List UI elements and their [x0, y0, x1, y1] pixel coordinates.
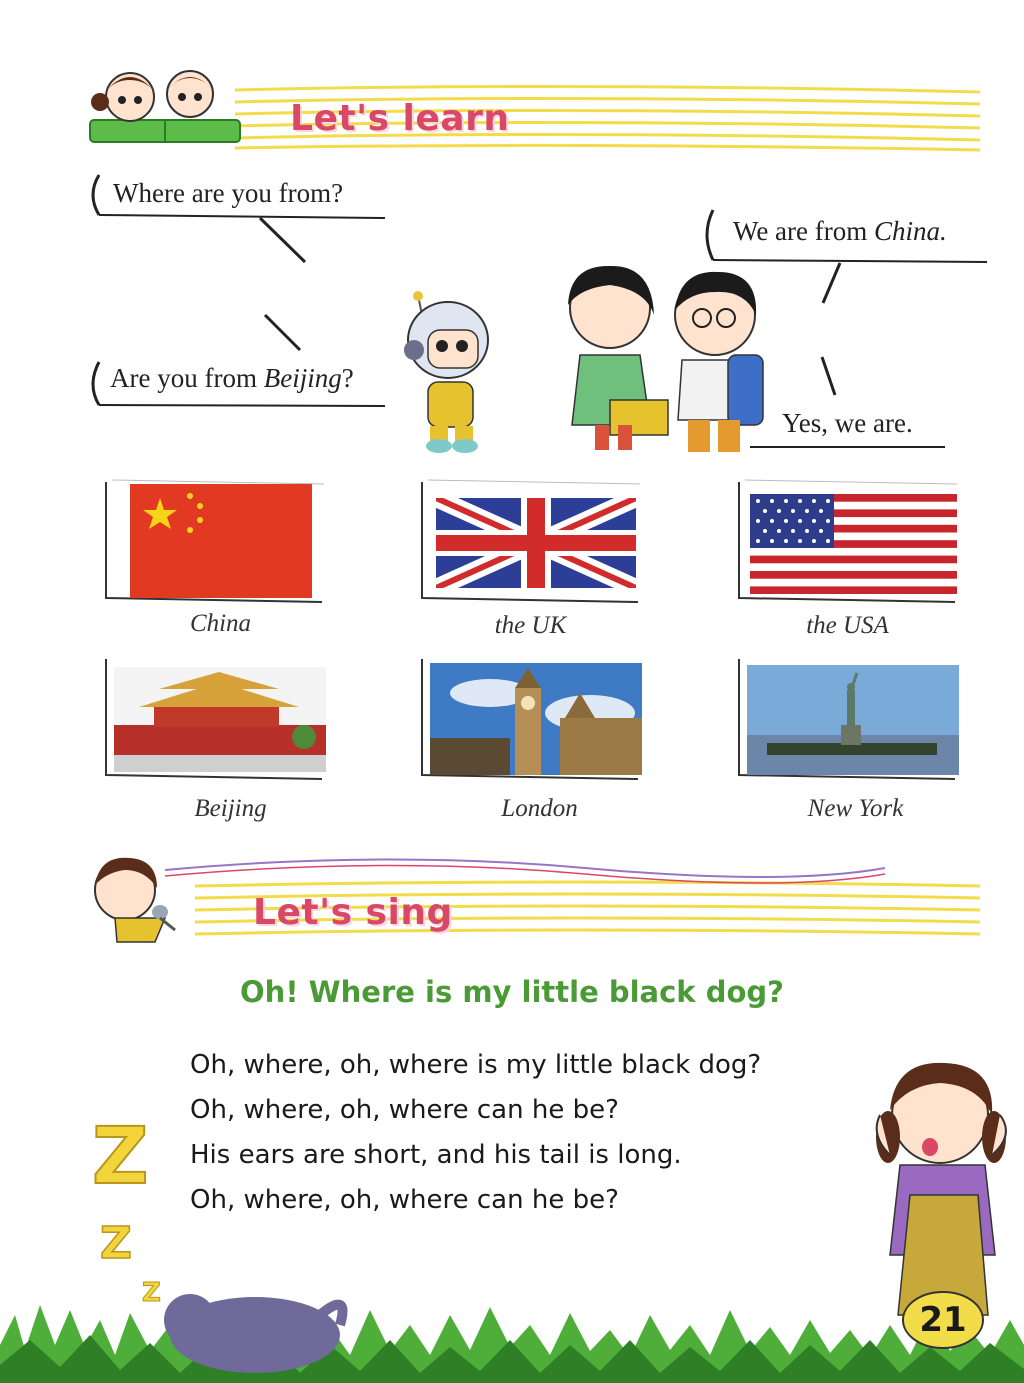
card-new-york-photo: [735, 655, 960, 780]
caption-beijing: Beijing: [194, 795, 267, 822]
card-usa-flag: [735, 478, 960, 603]
flag-usa-icon: [750, 494, 957, 594]
lyric-line-4: Oh, where, oh, where can he be?: [190, 1185, 619, 1215]
big-ben-photo-icon: [430, 663, 642, 775]
question-where-from: Where are you from?: [113, 178, 344, 208]
lets-learn-header: [85, 62, 990, 157]
reading-kids-illustration: [85, 62, 245, 152]
robot-character: [400, 290, 500, 455]
answer-from-china: We are from China.: [733, 216, 947, 246]
sleep-z-medium: Z: [100, 1218, 132, 1269]
card-london-photo: [418, 655, 643, 780]
card-china-flag: [102, 478, 327, 603]
speech-bubble-4: [740, 355, 955, 455]
sleep-z-large: Z: [92, 1112, 149, 1202]
question-from-beijing: Are you from Beijing?: [110, 363, 354, 393]
flag-uk-icon: [436, 498, 636, 588]
caption-the-uk: the UK: [494, 612, 567, 639]
grass-border: [0, 1285, 1024, 1383]
caption-london: London: [501, 795, 578, 822]
answer-yes-we-are: Yes, we are.: [782, 408, 913, 438]
song-title: Oh! Where is my little black dog?: [240, 975, 784, 1009]
caption-china: China: [189, 610, 252, 637]
lyric-line-2: Oh, where, oh, where can he be?: [190, 1095, 619, 1125]
tiananmen-photo-icon: [114, 667, 326, 772]
card-beijing-photo: [102, 655, 327, 780]
sleep-z-small: Z: [142, 1278, 161, 1308]
lets-sing-header: [85, 850, 990, 945]
header-stripes-music: [85, 850, 990, 945]
card-uk-flag: [418, 478, 643, 603]
singing-boy-illustration: [85, 850, 215, 945]
lyric-line-3: His ears are short, and his tail is long.: [190, 1140, 682, 1170]
two-kids-illustration: [550, 260, 770, 455]
flag-china-icon: [130, 484, 312, 598]
lets-sing-title: Let's sing: [253, 892, 453, 933]
caption-new-york: New York: [807, 795, 904, 822]
page-number: 21: [919, 1300, 967, 1340]
caption-the-usa: the USA: [806, 612, 889, 639]
lyric-line-1: Oh, where, oh, where is my little black dog?: [190, 1050, 762, 1080]
lets-learn-title: Let's learn: [290, 98, 510, 139]
statue-of-liberty-photo-icon: [747, 665, 959, 775]
